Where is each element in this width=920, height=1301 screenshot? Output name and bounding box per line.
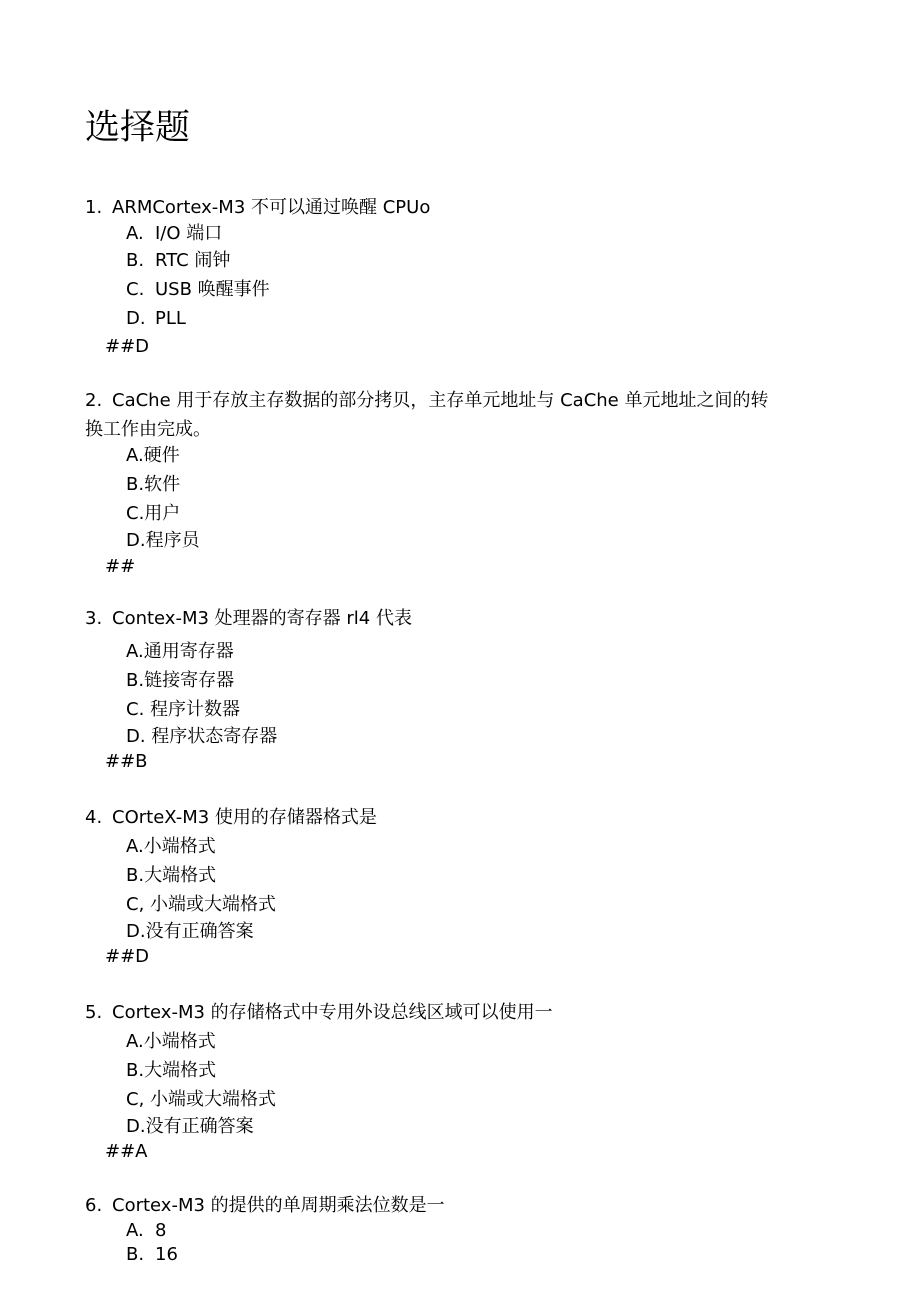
question-text: Cortex-M3 的提供的单周期乘法位数是一 (112, 1195, 445, 1216)
question-text: Contex-M3 处理器的寄存器 rl4 代表 (112, 608, 412, 629)
option-letter: B. (126, 250, 145, 271)
option-text: 8 (155, 1220, 167, 1241)
option: A.小端格式 (126, 1031, 216, 1052)
answer: ##D (105, 336, 150, 357)
option-letter: C. (126, 279, 145, 300)
question-text: Cortex-M3 的存储格式中专用外设总线区域可以使用一 (112, 1002, 553, 1023)
question-5 (85, 1001, 553, 1025)
question-text-continued: 换工作由完成。 (85, 419, 211, 440)
answer: ##B (105, 751, 148, 772)
option (126, 278, 270, 302)
question-number: 1. (85, 197, 103, 218)
option: B.大端格式 (126, 1060, 217, 1081)
option-text: 16 (155, 1244, 178, 1265)
option: B.软件 (126, 474, 181, 495)
option: C.用户 (126, 503, 181, 524)
option: A.通用寄存器 (126, 641, 234, 662)
option-text: USB 唤醒事件 (155, 279, 270, 300)
option-letter: D. (126, 308, 146, 329)
option: A.硬件 (126, 445, 180, 466)
option (126, 249, 230, 273)
option: C, 小端或大端格式 (126, 1089, 277, 1110)
option: C, 小端或大端格式 (126, 894, 277, 915)
option: C. 程序计数器 (126, 699, 241, 720)
question-3 (85, 607, 412, 631)
option: B.链接寄存器 (126, 670, 235, 691)
answer: ##D (105, 946, 150, 967)
option: D.没有正确答案 (126, 1116, 254, 1137)
question-4 (85, 806, 377, 830)
option-letter: B. (126, 1244, 145, 1265)
option-text: RTC 闹钟 (155, 250, 231, 271)
option (126, 222, 222, 246)
section-heading: 选择题 (85, 108, 191, 148)
option: D.没有正确答案 (126, 921, 254, 942)
option-letter: A. (126, 223, 144, 244)
option: D. 程序状态寄存器 (126, 726, 278, 747)
question-number: 2. (85, 390, 103, 411)
question-number: 5. (85, 1002, 103, 1023)
question-1 (85, 196, 430, 220)
answer: ##A (105, 1141, 148, 1162)
option-letter: A. (126, 1220, 144, 1241)
option (126, 307, 186, 331)
option (126, 1219, 166, 1243)
option-text: PLL (155, 308, 186, 329)
option: B.大端格式 (126, 865, 217, 886)
option: D.程序员 (126, 530, 200, 551)
question-number: 3. (85, 608, 103, 629)
question-text: CaChe 用于存放主存数据的部分拷贝，主存单元地址与 CaChe 单元地址之间的转 (112, 390, 769, 411)
question-6 (85, 1194, 445, 1218)
option: A.小端格式 (126, 836, 216, 857)
answer: ## (105, 556, 136, 577)
question-text: COrteX-M3 使用的存储器格式是 (112, 807, 377, 828)
question-text: ARMCortex-M3 不可以通过唤醒 CPUo (112, 197, 431, 218)
option (126, 1243, 178, 1267)
question-number: 4. (85, 807, 103, 828)
option-text: I/O 端口 (155, 223, 223, 244)
question-2 (85, 389, 768, 413)
question-number: 6. (85, 1195, 103, 1216)
